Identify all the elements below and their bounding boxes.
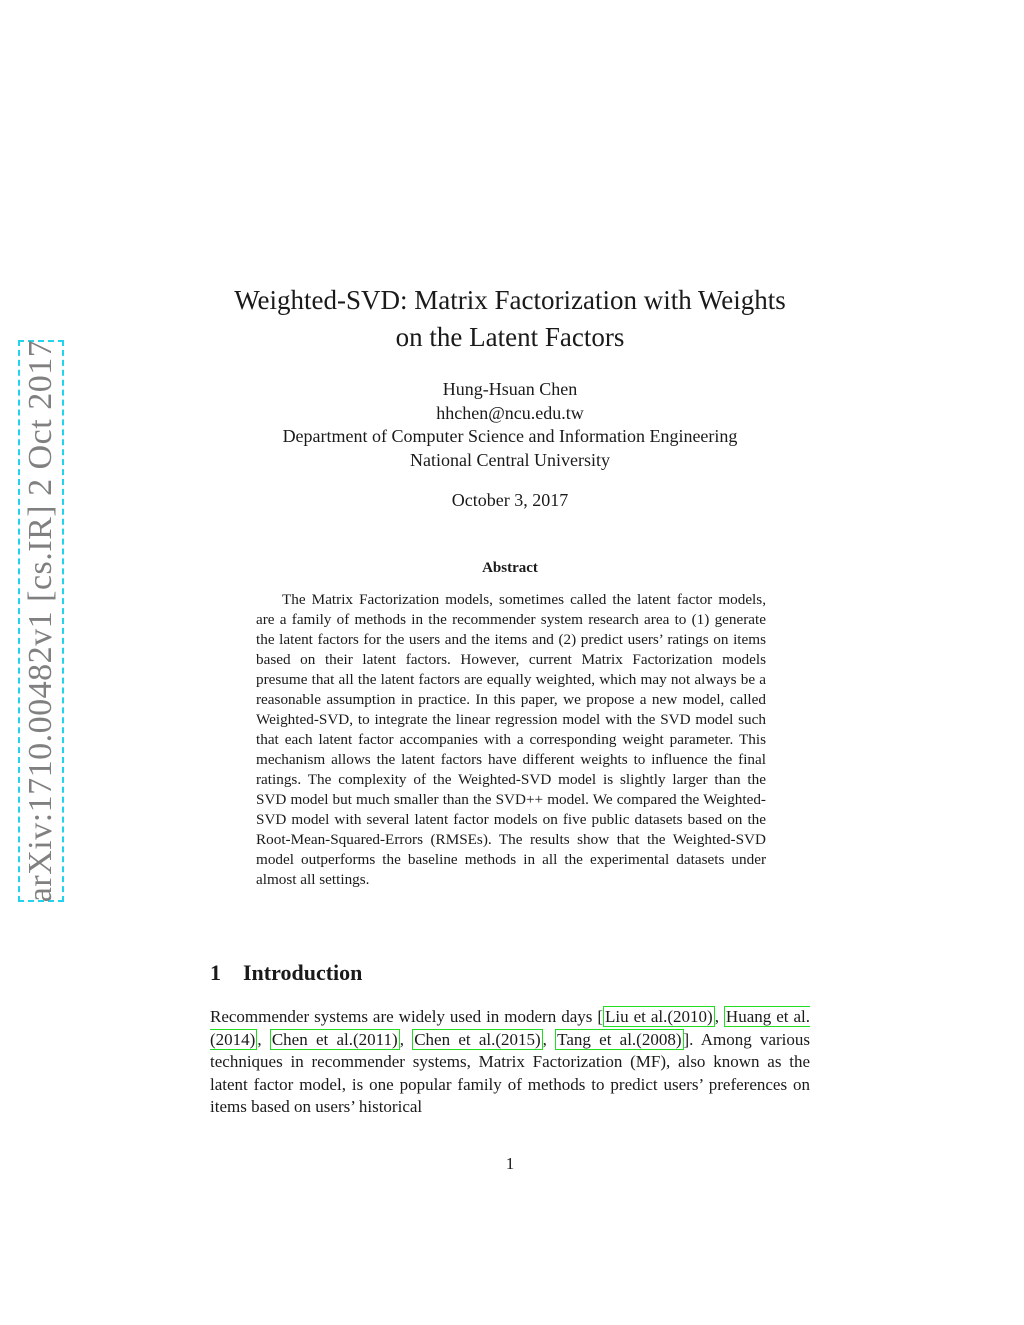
abstract-text: The Matrix Factorization models, sometimes called the latent factor models, are a family of methods in the recommender system research area to (1) generate the latent factors for the users and the items and (2) predict users’ ratings on items based on their latent factors. However, current Matrix Factorization models presume that all the latent factors are equally weighted, which may not always be a reasonable assumption in practice. In this paper, we propose a new model, called Weighted-SVD, to integrate the linear regression model with the SVD model such that each latent factor accompanies with a corresponding weight parameter. This mechanism allows the latent factors have different weights to influence the final ratings. The complexity of the Weighted-SVD model is slightly larger than the SVD model but much smaller than the SVD++ model. We compared the Weighted-SVD model with several latent factor models on five public datasets based on the Root-Mean-Squared-Errors (RMSEs). The results show that the Weighted-SVD model outperforms the baseline methods in all the experimental datasets under almost all settings. [256, 591, 766, 888]
intro-text-after: ]. Among various techniques in recommender systems, Matrix Factorization (MF), also known as the latent factor model, is one popular family of methods to predict users’ preferences on items based on users’ historical [210, 1029, 811, 1117]
paper-title [180, 282, 840, 356]
citation-separator: , [542, 1029, 556, 1049]
paper-date: October 3, 2017 [451, 490, 569, 510]
intro-text-before: Recommender systems are widely used in modern days [ [210, 1007, 603, 1026]
citation-link[interactable]: Chen et al.(2015) [414, 1029, 541, 1049]
arxiv-stamp-box[interactable] [18, 340, 64, 902]
citation-link[interactable]: Huang et al.(2014) [210, 1007, 810, 1049]
paper-title-line-1: Weighted-SVD: Matrix Factorization with Weights [234, 285, 786, 315]
citation-separator: , [714, 1007, 724, 1026]
citation-link[interactable]: Tang et al.(2008) [557, 1029, 682, 1049]
author-university: National Central University [410, 449, 610, 470]
author-department: Department of Computer Science and Information Engineering [282, 426, 738, 446]
citation-separator: , [399, 1029, 413, 1049]
citation-separator: , [257, 1029, 270, 1049]
author-email: hhchen@ncu.edu.tw [436, 402, 584, 423]
section-number: 1 [210, 960, 221, 985]
section-heading-introduction [210, 960, 362, 986]
introduction-paragraph [210, 1006, 810, 1119]
paper-title-line-2: on the Latent Factors [395, 322, 625, 352]
arxiv-identifier[interactable]: arXiv:1710.00482v1 [cs.IR] 2 Oct 2017 [22, 339, 59, 903]
page-number: 1 [505, 1154, 515, 1173]
section-title: Introduction [243, 960, 363, 985]
author-name: Hung-Hsuan Chen [442, 379, 578, 399]
abstract-heading: Abstract [482, 560, 538, 576]
citation-link[interactable]: Liu et al.(2010) [605, 1007, 713, 1026]
citation-link[interactable]: Chen et al.(2011) [271, 1029, 398, 1049]
author-block [180, 378, 840, 472]
